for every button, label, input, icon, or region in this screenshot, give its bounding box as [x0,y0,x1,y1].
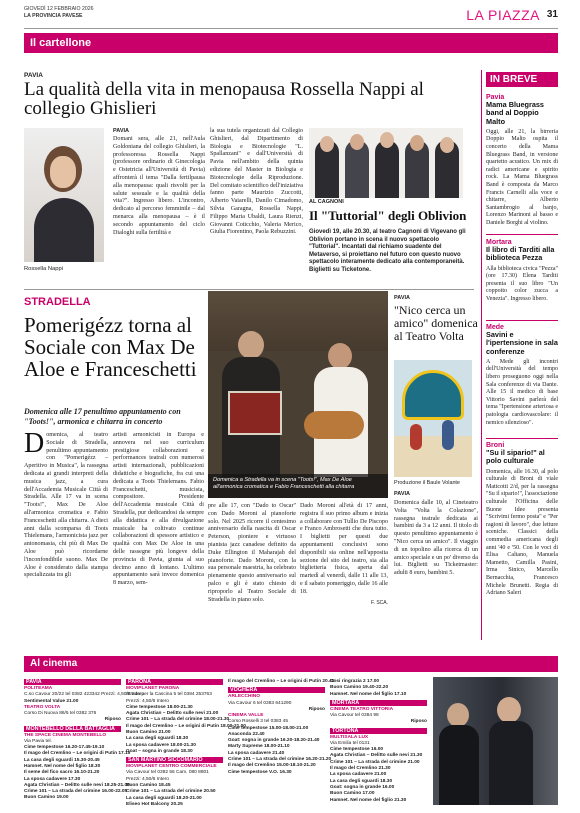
sidebar-title: IN BREVE [486,72,558,87]
oblivion-photo [309,128,463,198]
section-name-pre: LA [466,7,488,23]
sidebar-item [486,94,558,228]
film-actor-head [497,697,521,723]
cinema-venue: MULTISALA LUX [330,734,369,740]
cinema-line: Eliseo Hot Balcony 20.25 [126,801,183,807]
header-paper: LA PROVINCIA PAVESE [24,12,83,19]
cinema-city: TORTONA [330,728,427,734]
guitarist-head [328,343,352,369]
cinema-city: MONTEBELLO DELLA BATTAGLIA [24,726,121,732]
cinema-line: Goat – sogna in grande 18.30 [126,748,193,754]
cinema-line: La sposa cadavere 21.00 [330,772,387,778]
cinema-line: Via Pavia tel. [24,738,52,744]
cinema-line: Hamnet. Nel nome del figlio 18.30 [24,763,101,769]
cinema-line: Buon Camino 17.00 [330,791,375,797]
stradella-col1 [24,428,108,580]
cinema-line: Via Emilia tel 0131 [330,740,370,746]
stradella-photo-caption: Domenica a Stradella va in scena "Toots!", Max De Aloe all'armonica cromatica e Fabio Franceschetti alla chitarra [208,474,388,498]
cinema-venue: TEATRO VOLTA [24,704,61,710]
sidebar-item-headline: Savini e l'ipertensione in sala conferenze [486,330,558,356]
performer-head [350,134,364,150]
stradella-dropcap: D [24,428,45,459]
cinema-line: Cime tempestose 16.00 [330,747,384,753]
cinema-line: Cime tempestose 16.20-17.45-19.10 [24,745,105,751]
oblivion-headline: Il "Tuttorial" degli Oblivion [309,208,467,223]
cinema-venue: ARLECCHINO [228,694,260,700]
cinema-line: Via Cavour 6 tel 0383 641290 [228,700,292,706]
sidebar-item-place: Mortara [486,239,512,246]
header-rule [24,28,558,29]
oblivion-lead: Giovedì 19, alle 20.30, al teatro Cagnoni di Vigevano gli Oblivion portano in scena il nuovo spettacolo "Tuttorial". Incantati dal richiamo suadente del Metaverso, si proiettano nel futuro con questo nuovo spettacolo interamente dedicato alla contemporaneità. Biglietti su Ticketone. [309,229,466,273]
sidebar-item-body: A Mede gli incontri dell'Università del tempo libero proseguono oggi nella Sala conferenze di via Dante. Alle 15 il medico di base Vittorio Savini parlerà del tema "Ipertensione arteriosa e patologia cardiovascolare: il nemico silenzioso". [486,358,558,426]
cinema-line: Goat: sogna in grande 16.00 [330,784,395,790]
cinema-line: Il mago del Cremlino – Le origini di Putin 17.15 [24,751,131,757]
cinema-line: Riposo [104,717,121,723]
cinema-line: Il mago del Cremlino – Le origini di Putin 18.00-21.00 [126,723,246,729]
cinema-line: Prezzi: 4,50/6 Intero [126,776,169,782]
performer-head [380,132,394,148]
cinema-line: Via Cavour tel 0382 56 Cam. 080 8801 [126,770,209,776]
sidebar-item [486,442,558,598]
cinema-line: Anaconda 22.40 [228,731,265,737]
cinema-line: La sposa cadavere 18.00-21.30 [126,742,196,748]
cartellone-bar: Il cartellone [24,33,558,53]
film-actor-body [489,721,533,805]
cinema-line: Corso Di Nuova 86/5 tel 0382 376 [24,711,97,716]
cinema-city: SAN MARTINO SICCOMARIO [126,757,223,763]
sidebar-item-place: Broni [486,442,505,449]
film-actor-head [447,703,469,727]
stage-floor [394,436,472,477]
nico-body: Domenica dalle 10, al Cineteatro Volta "Volta la Colazione", rassegna teatrale dedicata ai bambini da 3 a 12 anni. Il titolo di questo penultimo appuntamento è "Nico cerca un amico". Il viaggio di un topolino alla ricerca di un amico speciale e un po' diverso da lui. Biglietti su Ticketmaster: adulti 8 euro, bambini 5. [394,500,478,577]
cinema-line: La sposa cadavere 21.40 [228,750,285,756]
cinema-line: Strada per la Cascina 5 tel 0384 253763 [126,692,212,698]
sidebar-separator [486,234,558,235]
cinema-line: Cime tempestose V.O. 16.30 [228,769,292,775]
performer-head [320,136,334,152]
cinema-photo [433,677,558,805]
cinema-line: Marty Supreme 18.00-21.10 [228,744,290,750]
cinema-line: Agata Christian – Delitto sulle nevi 21.00 [126,711,219,717]
sidebar-item-headline: Il libro di Tarditi alla biblioteca Pezza [486,245,555,263]
cinema-line: Buon Camino 21.00 [126,729,171,735]
cinema-line: Hamnet. Nel nome del figlio 21.30 [330,797,407,803]
portrait-face [50,156,76,188]
cinema-venue: CINEMA VALLE [228,713,264,719]
cinema-line: Crime 101 – La strada del crimine 20.50 [126,789,216,795]
sidebar-item-place: Mede [486,324,504,331]
cinema-line: La sposa cadavere 17.30 [24,776,81,782]
cinema-venue: POLITEAMA [24,686,53,691]
actor-figure [410,424,422,450]
cinema-line: Agata Christian – Delitto sulle nevi 18.25-21.00 [24,782,130,788]
sidebar-item-headline: "Su il sipario!" al polo culturale [486,448,545,466]
article1-photo [24,128,104,262]
cinema-line: La casa degli sguardi 15.30-20.45 [24,757,100,763]
cinema-line: Buon Camino 18.45 [126,782,171,788]
cinema-line: Crime 101 – La strada del crimine 21.00 [330,759,420,765]
cinema-line: Il seme del fico sacro 16.10-21.20 [24,770,100,776]
header-date: GIOVEDÌ 12 FEBBRAIO 2026 [24,6,94,12]
stradella-tag: STRADELLA [24,296,91,308]
section-rule [24,289,474,290]
cinema-line: Il mago del Cremlino 21.30 [330,766,391,772]
accordion-icon [228,391,282,435]
cinema-line: Buon Camino 19.40-22.20 [330,685,389,691]
cinema-line: Riposo [308,706,325,712]
article1-headline: La qualità della vita in menopausa Rossella Nappi al collegio Ghislieri [24,79,424,119]
cinema-bar: Al cinema [24,656,558,672]
sidebar-item-body: Oggi, alle 21, la birreria Doppio Malto ospita il concerto della Mama Bluegrass Band, in versione quartetto acustico. Un mix di radici americane e spirito rock. La Mama Bluegrass Band è composta da Marco Francis Carnelli alla voce e chitarre, Alberto Santambrogio al banjo, Lorenzo Marinoni al basso e Daniele Borghi al violino. [486,128,558,227]
cinema-line: Crime 101 – La strada del crimine 16.00-22.05 [24,789,128,795]
page-header [24,6,93,19]
article1-kicker: PAVIA [24,72,43,79]
stradella-col3: pre alle 17, con "Dado to Oscar" con Dado Moroni al pianoforte solo. Nel 2025 ricorre il centesimo anniversario della nascita di Oscar Peterson, pioniere e virtuoso pianista jazz canadese definito da Duke Ellington il Maharajah del pianoforte. Dado Moroni, con la sua personale maestria, ha celebrato pienamente questo anniversario sul palco e gli è stato chiesto di riproporlo al Teatro Sociale di Stradella in piano solo. [208,503,296,603]
cinema-venue: MOVIPLANET CENTRO COMMERCIALE [126,764,217,770]
cinema-line: Hamnet. Nel nome del figlio 17.10 [330,691,407,697]
cinema-line: C.so Cavour 20/22 tel 0382 423342 Prezzi: 4,50/6 Intero [24,692,144,698]
section-name-main: PIAZZA [487,7,540,23]
nico-kicker: PAVIA [394,295,410,301]
cinema-venue: CINEMA TEATRO VITTORIA [330,706,394,712]
sidebar-item-headline: Mama Bluegrass band al Doppio Malto [486,100,544,126]
sidebar-item-body: Domenica, alle 16.30, al polo culturale di Broni di viale Mattcotti 2/d, per la rassegna "Su il sipario!", l'associazione culturale l'Officina delle Buone Idee presenta "Scrivimi fermo posta" e "Per ragioni di lavoro", due letture sceniche. Classici della commedia americana degli anni '40 e '50. Con le voci di Elisa Caltano, Manuela Mametto, Camilla Pasini, Irma Sinico, Marcello Bernacchia, Francesco Michele Brunetti. Regia di Adriano Saleri [486,468,558,597]
performer-head [410,135,424,151]
cinema-column [228,677,335,776]
stage-set [402,370,464,420]
cinema-city: PAVIA [24,679,121,685]
performer-figure [375,140,399,198]
oblivion-tag: AL CAGNONI [309,199,344,205]
stradella-col1-text: omenica, al teatro Sociale di Stradella, penultimo appuntamento con "Pomerigézz – Aperitivo in Musica", la rassegna dedicata ai grandi interpreti della musica jazz, a cura dell'Accademia Musicale Città di Stradella. Alle 17 va in scena "Toots!", Max De Aloe all'armonica cromatica e Fabio Franceschetti alla chitarra. A dieci anni dalla scomparsa di Toots Thielemans, l'armonicista jazz per antonomasia, chi più di Max De Aloe può ricordarne l'inconfondibile suono. Max De Aloe è considerato dalla stampa specializzata tra gli [24,432,108,579]
musician-head [238,331,264,359]
performer-head [440,137,454,153]
cinema-line: Sentimental Value 21.00 [24,698,79,704]
sidebar-divider [481,70,482,640]
cinema-city: PARONA [126,679,223,685]
nico-body-kicker: PAVIA [394,491,410,497]
article1-photo-caption: Rossella Nappi [24,266,63,272]
stradella-photo [208,291,388,498]
cinema-line: Cime tempestose 15.00-18.00-21.00 [228,725,309,731]
cinema-line: Agata Christian – Delitto sulle nevi 21.30 [330,753,423,759]
cinema-line: Crime 101 – La strada del crimine 18.00-21.30 [126,717,230,723]
actor-figure [442,420,454,450]
cinema-line: Goat: sogna in grande 16.20-18.20-21.40 [228,738,320,744]
sidebar-item-body: Alla biblioteca civica "Pezza" (ore 17.30) Elena Tarditi presenta il suo libro "Un coppotto color zucca a Venezia". Ingresso libero. [486,265,558,302]
cinema-line: Buon Camino 19.00 [24,795,69,801]
cinema-line: Crime 101 – La strada del crimine 16.20-21.20 [228,757,332,763]
film-actor-body [439,725,479,805]
article1-col1-kicker: PAVIA [113,128,129,134]
nico-headline: "Nico cerca un amico" domenica al Teatro Volta [394,303,478,343]
page-number: 31 [546,9,558,20]
cinema-line: La casa degli sguardi 18.30 [126,736,189,742]
cinema-line: Via Cavour tel 0384 98 [330,713,379,719]
cinema-line: Cosi ringrazia 2 17.00 [330,679,380,684]
cinema-line: Corso Rosselli 3 tel 0383 45 [228,719,288,725]
portrait-body [34,198,94,262]
stradella-subhead: Domenica alle 17 penultimo appuntamento con "Toots!", armonica e chitarra in concerto [24,407,181,426]
section-name [466,7,540,23]
cinema-column [330,677,427,804]
cinema-line: Il mago del Cremlino 15.00-18.10-21.20 [228,763,316,769]
cinema-venue: THE SPACE CINEMA MONTEBELLO [24,732,107,738]
cinema-line: Cime tempestose 18.00-21.30 [126,704,193,710]
stradella-col2: artisti armonicisti in Europa e annovera nel suo curriculum prestigiose collaborazioni e performances teatrali con numerosi artisti internazionali, pubblicazioni didattiche e biografiche, fra cui una dedicata a Toots Thielemans. Fabio Franceschetti, musicista, compositore. Presidente dell'Accademia musicale Città di Stradella, pur dedicandosi da sempre alla didattica e alla divulgazione musicale ha coltivato continue collaborazioni di spessore artistico e qualità con Max De Aloe in una delle rassegne più longeve della provincia di Pavia, giunta al suo decimo anno di lontano. L'ultimo appuntamento sarà invece domenica 8 marzo, sem- [113,432,204,587]
article1-col2: la sua tutela organizzati dal Collegio Ghislieri, dal Dipartimento di Biologia e Biotecnologie "L. Spallanzani" e dall'Università di Pavia nell'ambito della quinta edizione del Master in Biologia e Biotecnologie della Riproduzione. Del comitato scientifico dell'iniziativa fanno parte Maurizio Zuccotti, Alberto Vaiarelli, Danilo Cimadomo, Silvia Garagna, Rossella Nappi, Filippo Maria Ubaldi, Laura Rienzi, Giovanni Coticchio, Valeria Merico, Giulia Fiorentino, Paola Rebuzzini. [210,128,303,236]
cinema-line: Il mago del Cremlino – Le origini di Putin 20.45 [228,679,335,684]
guitar-icon [304,411,364,439]
nico-photo-caption: Produzione il Baule Volante [394,480,460,486]
stradella-headline: Pomerigézz torna al Sociale con Max De Aloe e Franceschetti [24,313,197,381]
cinema-city: VOGHERA [228,687,325,693]
cinema-line: La casa degli sguardi 18.30 [330,778,393,784]
cinema-line: La casa degli sguardi 18.20-21.00 [126,795,202,801]
cinema-city: MORTARA [330,700,427,706]
sidebar-item-place: Pavia [486,94,505,101]
photo-backdrop [208,291,388,351]
sidebar-item [486,324,558,427]
sidebar-separator [486,320,558,321]
cinema-line: Riposo [410,719,427,725]
sidebar-separator [486,438,558,439]
stradella-col4: Dado Moroni all'età di 17 anni, registra il suo primo album e inizia a collaborare con Tullio De Piscopo e Franco Ambrosetti che dura tutto. I biglietti per questi due appuntamenti conclusivi sono disponibili sia online nell'apposita sezione del sito del teatro, sia alla biglietteria fisica, aperta dal martedì al venerdì, dalle 11 alle 13, e il sabato pomeriggio, dalle 16 alle 18. [300,503,388,595]
cinema-line: Prezzi: 4,50/6 Intero [126,698,169,704]
article1-col1: Domani sera, alle 21, nell'Aula Goldoniana del collegio Ghislieri, la professoressa Rossella Nappi (professore ordinario di Ginecologia e Ostetricia all'Università di Pavia) affronterà il tema "Dalla fertilpausa alla menopausa: quali risvolti per la salute sessuale e la qualità della vita?". Ingresso libero. L'incontro, dedicato al percorso femminile – dal menarca alla menopausa – è il secondo appuntamento del ciclo Dialoghi sulla fertilità e [113,136,205,236]
cinema-venue: MOVIPLANET PARONA [126,686,180,691]
sidebar-item [486,239,558,304]
nico-photo [394,360,472,477]
stradella-signature: F. SCA. [371,599,388,606]
